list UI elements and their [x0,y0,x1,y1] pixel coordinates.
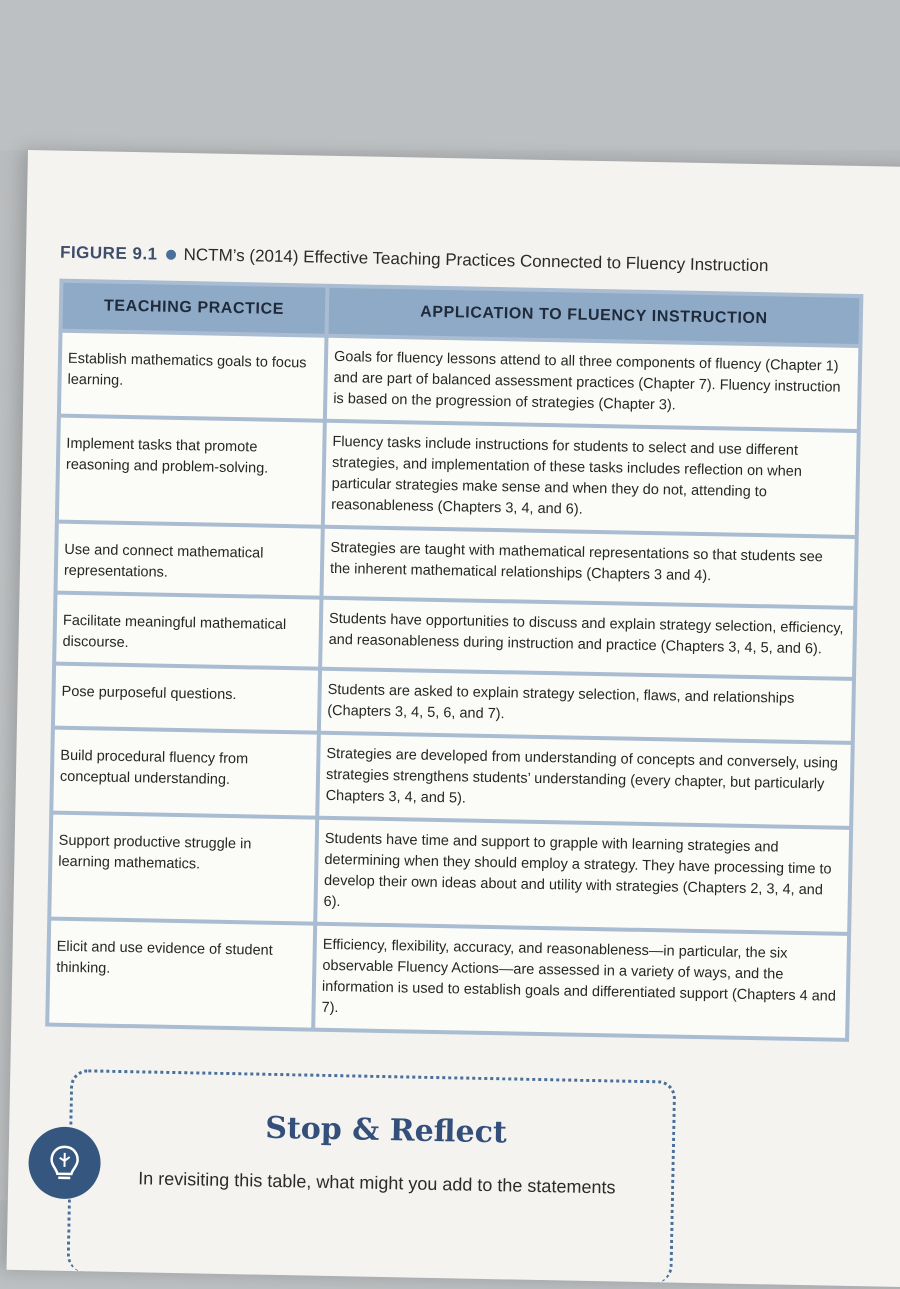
table-row [49,921,847,1038]
practice-cell: Establish mathematics goals to focus learning. [61,333,325,419]
header-application: APPLICATION TO FLUENCY INSTRUCTION [329,288,860,344]
practice-cell: Facilitate meaningful mathematical discourse. [56,595,319,667]
book-page [6,150,900,1288]
application-cell: Fluency tasks include instructions for students to select and use different strategies, and implementation of these tasks includes reflection on when particular strategies make sense and when they do not, attending to reasonableness (Chapters 3, 4, and 6). [325,423,857,535]
practice-cell: Elicit and use evidence of student thinking. [49,921,313,1028]
figure-caption [60,243,860,278]
figure-title: NCTM’s (2014) Effective Teaching Practices Connected to Fluency Instruction [183,245,768,275]
application-cell: Efficiency, flexibility, accuracy, and reasonableness—in particular, the six observable Fluency Actions—are assessed in a variety of ways, and the information is used to establish goals and differentiated support (Chapters 4 and 7). [315,926,847,1038]
reflect-text: In revisiting this table, what might you add to the statements [138,1168,616,1198]
practices-table [45,279,863,1042]
table-row [55,666,852,741]
practice-cell: Use and connect mathematical representations. [58,524,321,596]
application-cell: Students have opportunities to discuss and explain strategy selection, efficiency, and reasonableness during instruction and practice (Chapters 3, 4, 5, and 6). [322,600,853,677]
table-row [59,418,857,535]
table-row [58,524,855,606]
application-cell: Students have time and support to grapple with learning strategies and determining when they should employ a strategy. They have processing time to develop their own ideas about and utility with strategies (Chapters 2, 3, 4, and 6). [317,820,849,932]
table-row [53,730,850,826]
application-cell: Strategies are developed from understanding of concepts and conversely, using strategies strengthens students’ understanding (every chapter, but particularly Chapters 3, 4, and 5). [319,735,850,826]
table-row [51,815,849,932]
practice-cell: Pose purposeful questions. [55,666,318,731]
bullet-dot-icon [166,250,176,260]
application-cell: Strategies are taught with mathematical representations so that students see the inherent mathematical relationships (Chapters 3 and 4). [323,529,854,606]
lightbulb-icon [42,1140,87,1185]
reflect-title: Stop & Reflect [265,1111,507,1151]
application-cell: Goals for fluency lessons attend to all three components of fluency (Chapter 1) and are part of balanced assessment practices (Chapter 7). Fluency instruction is based on the progression of strategies (Chapter 3). [327,338,858,429]
figure-label: FIGURE 9.1 [60,243,158,264]
header-teaching-practice: TEACHING PRACTICE [63,283,326,334]
practice-cell: Build procedural fluency from conceptual understanding. [53,730,317,816]
practice-cell: Implement tasks that promote reasoning and problem-solving. [59,418,323,525]
application-cell: Students are asked to explain strategy selection, flaws, and relationships (Chapters 3, 4, 5, 6, and 7). [321,671,852,741]
table-row [56,595,853,677]
practice-cell: Support productive struggle in learning mathematics. [51,815,315,922]
table-row [61,333,858,429]
